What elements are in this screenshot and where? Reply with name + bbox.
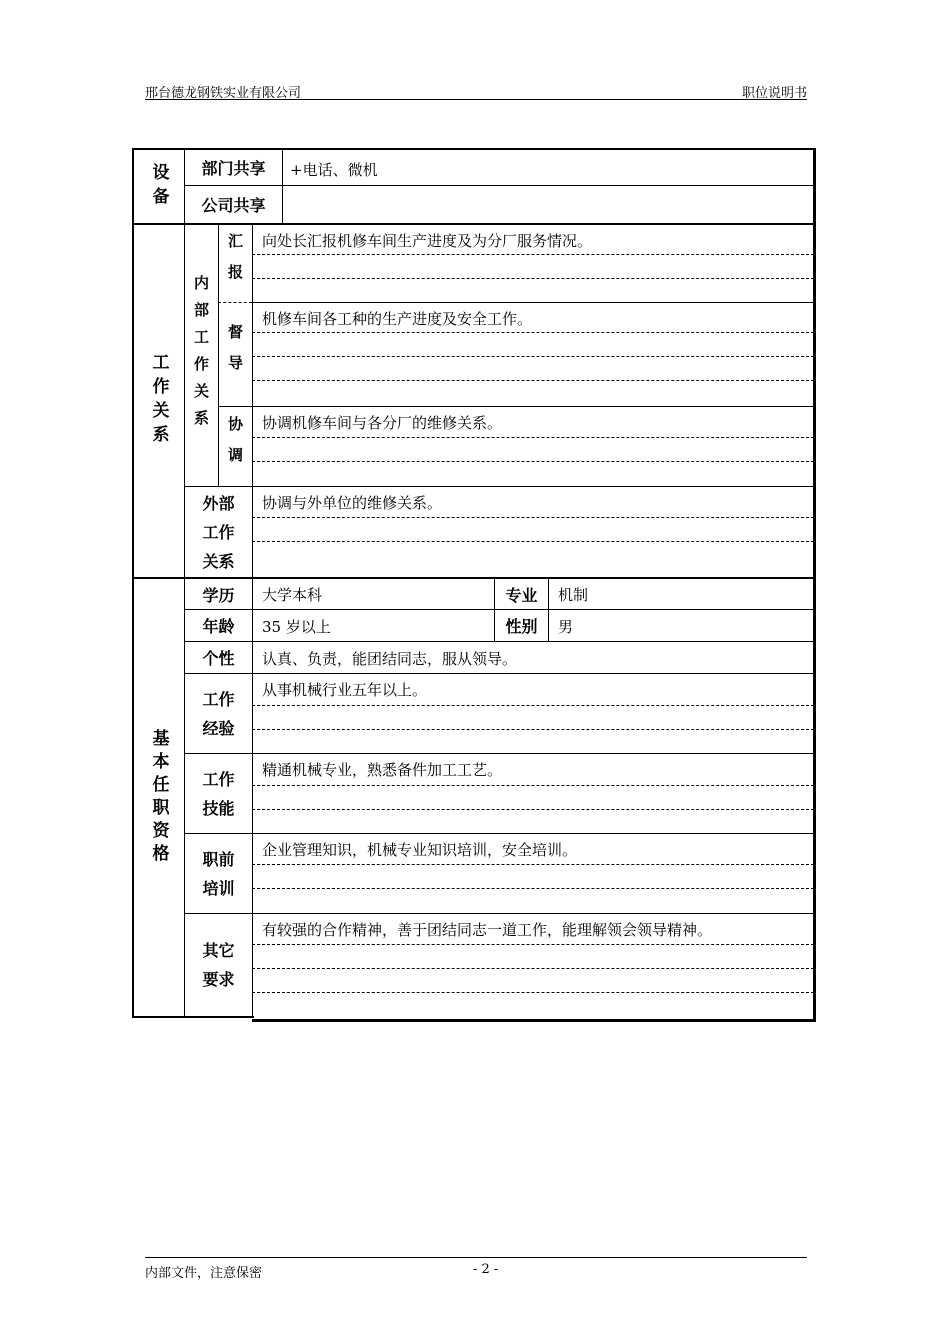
supervise-dash-1 — [252, 332, 814, 333]
footer-rule — [145, 1257, 807, 1258]
training-label — [185, 834, 252, 913]
row-line-report — [252, 302, 814, 303]
other-label-line-2: 要求 — [202, 970, 235, 989]
experience-label-line-1: 工作 — [202, 689, 235, 709]
experience-label — [185, 674, 252, 753]
external-label-line-1: 外部 — [202, 493, 235, 513]
coordinate-text: 协调机修车间与各分厂的维修关系。 — [262, 414, 503, 432]
other-dash-3 — [252, 992, 814, 993]
skills-label — [185, 754, 252, 833]
experience-dash-2 — [252, 729, 814, 730]
skills-label-line-2: 技能 — [202, 798, 235, 818]
gender-label: 性别 — [505, 617, 538, 636]
supervise-label: 督导 — [226, 323, 244, 386]
external-dash-1 — [252, 517, 814, 518]
dept-shared-label: 部门共享 — [201, 159, 266, 178]
coordinate-dash-2 — [252, 461, 814, 462]
header-company: 邢台德龙钢铁实业有限公司 — [145, 86, 302, 101]
training-label-line-1: 职前 — [202, 849, 235, 869]
skills-dash-2 — [252, 809, 814, 810]
form-border-right — [813, 148, 816, 1022]
major-value: 机制 — [558, 586, 589, 604]
personality-label: 个性 — [202, 649, 235, 668]
external-text: 协调与外单位的维修关系。 — [262, 494, 443, 512]
footer-confidential: 内部文件，注意保密 — [145, 1266, 263, 1281]
supervise-dash-2 — [252, 356, 814, 357]
report-text: 向处长汇报机修车间生产进度及为分厂服务情况。 — [262, 232, 593, 250]
coordinate-label: 协调 — [226, 415, 244, 478]
page-number: - 2 - — [473, 1262, 499, 1277]
job-description-form — [132, 148, 816, 1018]
col-line-label-right — [252, 225, 253, 1016]
row-line-skills — [184, 833, 814, 834]
education-value: 大学本科 — [262, 586, 323, 604]
supervise-dash-3 — [252, 380, 814, 381]
experience-label-line-2: 经验 — [202, 718, 235, 738]
other-requirements-value: 有较强的合作精神，善于团结同志一道工作，能理解领会领导精神。 — [262, 921, 713, 939]
external-relations-label — [185, 487, 252, 577]
other-dash-2 — [252, 968, 814, 969]
coordinate-dash-1 — [252, 437, 814, 438]
other-dash-1 — [252, 944, 814, 945]
training-dash-1 — [252, 864, 814, 865]
external-dash-2 — [252, 541, 814, 542]
col-line-mid-b — [548, 579, 549, 641]
skills-value: 精通机械专业，熟悉备件加工工艺。 — [262, 761, 503, 779]
company-shared-label: 公司共享 — [201, 196, 266, 215]
header-rule — [145, 99, 807, 100]
major-label: 专业 — [505, 585, 538, 605]
report-dash-1 — [252, 254, 814, 255]
personality-value: 认真、负责，能团结同志，服从领导。 — [262, 650, 518, 668]
education-label: 学历 — [202, 585, 235, 605]
row-line-experience — [184, 753, 814, 754]
row-line-coordinate — [184, 486, 814, 487]
training-value: 企业管理知识，机械专业知识培训，安全培训。 — [262, 841, 578, 859]
training-label-line-2: 培训 — [202, 878, 235, 898]
gender-value: 男 — [558, 618, 574, 636]
form-border-bottom-left — [132, 1016, 254, 1018]
section-relations: 工作关系 — [148, 353, 169, 449]
row-line-age — [184, 641, 814, 642]
form-border-bottom-right — [252, 1019, 816, 1022]
age-value: 35 岁以上 — [262, 618, 331, 636]
other-label-line-1: 其它 — [202, 941, 235, 960]
training-dash-2 — [252, 888, 814, 889]
supervise-text: 机修车间各工种的生产进度及安全工作。 — [262, 310, 533, 328]
age-label: 年龄 — [202, 617, 235, 636]
header-doc-type: 职位说明书 — [741, 86, 807, 101]
external-label-line-2: 工作 — [202, 522, 235, 542]
col-line-equip-label — [282, 148, 283, 225]
row-line-personality — [184, 673, 814, 674]
dept-shared-value: +电话、微机 — [290, 161, 378, 179]
report-label: 汇报 — [226, 232, 244, 295]
skills-dash-1 — [252, 785, 814, 786]
row-line-training — [184, 913, 814, 914]
skills-label-line-1: 工作 — [202, 769, 235, 789]
experience-dash-1 — [252, 705, 814, 706]
internal-relations-label: 内部工作关系 — [192, 274, 210, 437]
row-line-supervise — [218, 406, 814, 407]
report-dash-2 — [252, 278, 814, 279]
section-qualifications: 基本任职资格 — [148, 728, 169, 867]
external-label-line-3: 关系 — [202, 551, 235, 571]
other-requirements-label — [185, 914, 252, 1016]
section-equipment: 设备 — [148, 162, 169, 211]
experience-value: 从事机械行业五年以上。 — [262, 681, 428, 699]
